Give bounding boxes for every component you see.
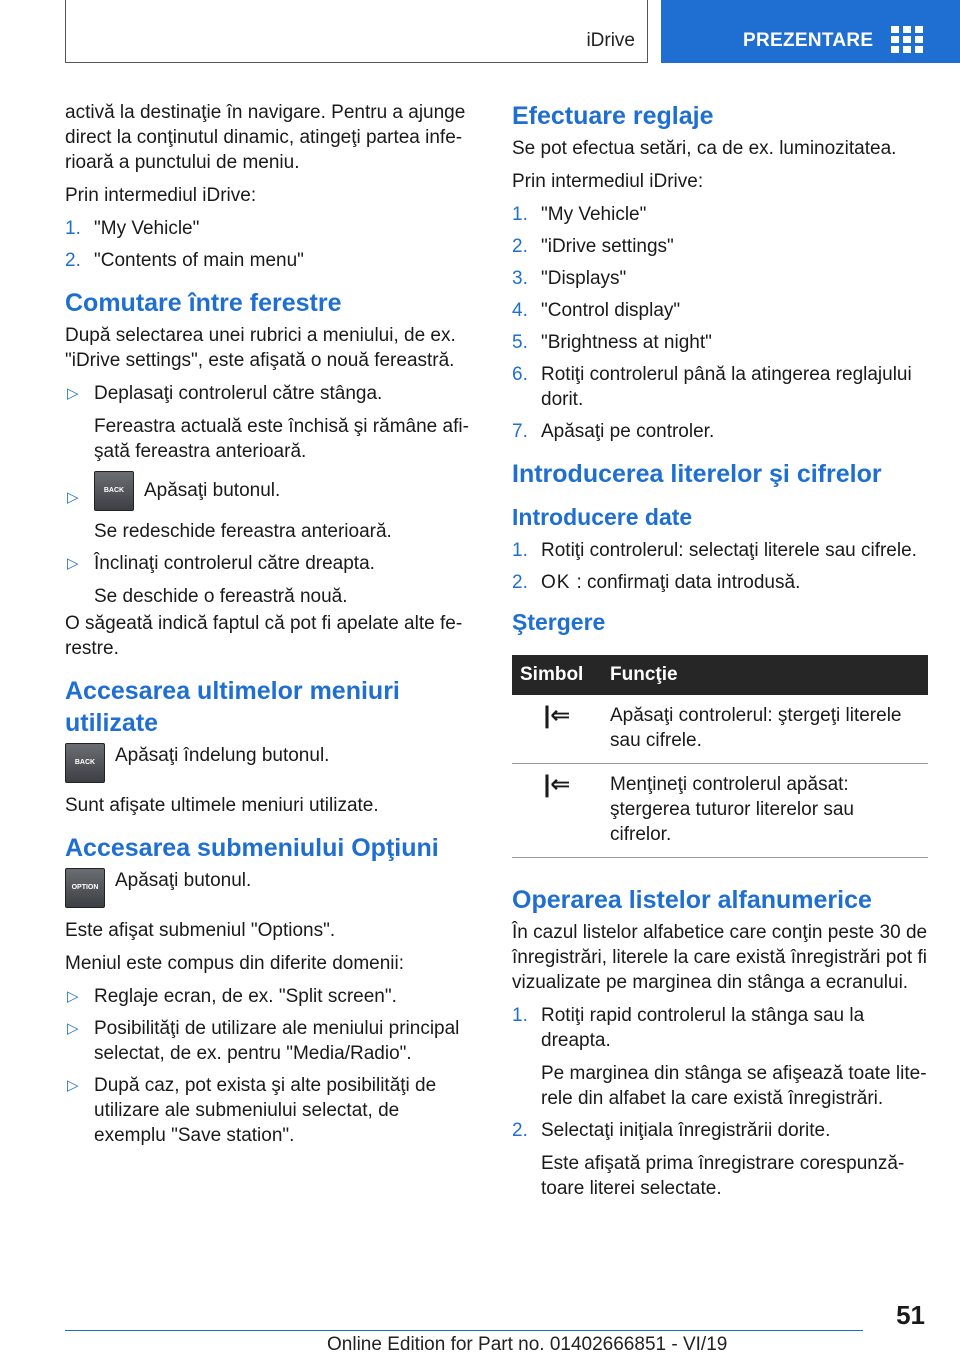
heading-data-entry: Introducere date bbox=[512, 504, 693, 530]
step-number: 7. bbox=[512, 421, 528, 442]
header-title: iDrive bbox=[586, 30, 635, 51]
table-row bbox=[512, 695, 928, 764]
step-text: "My Vehicle" bbox=[541, 204, 647, 225]
settings-steps bbox=[512, 202, 930, 444]
list-item bbox=[512, 1003, 930, 1111]
heading-alphanumeric-lists: Operarea listelor alfanumerice bbox=[512, 886, 872, 914]
via-idrive-text: Prin intermediul iDrive: bbox=[512, 171, 704, 192]
list-item bbox=[65, 1016, 475, 1066]
back-button-icon: BACK bbox=[65, 743, 105, 783]
switch-list bbox=[65, 381, 475, 609]
item-text: După caz, pot exista şi alte posibilităţi de utilizare ale submeniului selectat, de exemplu "Save station". bbox=[94, 1075, 437, 1146]
list-item bbox=[512, 362, 930, 412]
step-text: "My Vehicle" bbox=[94, 218, 200, 239]
item-sub: Fereastra actuală este închisă şi rămâne afişată fereastra anterioară. bbox=[94, 416, 469, 462]
step-text: "Control display" bbox=[541, 300, 681, 321]
via-idrive-text: Prin intermediul iDrive: bbox=[65, 185, 257, 206]
arrow-note: O săgeată indică faptul că pot fi apelate alte ferestre. bbox=[65, 613, 463, 659]
options-action: Apăsaţi butonul. bbox=[115, 870, 252, 891]
triangle-bullet-icon: ▷ bbox=[67, 489, 79, 506]
list-item bbox=[65, 551, 475, 609]
recent-action: Apăsaţi îndelung butonul. bbox=[115, 745, 330, 766]
heading-recent-menus: Accesarea ultimelor meniuri utilizate bbox=[65, 677, 400, 737]
step-number: 1. bbox=[512, 1005, 528, 1026]
list-item bbox=[512, 298, 930, 323]
step-text: Rotiţi rapid controlerul la stânga sau la dreapta. bbox=[541, 1005, 865, 1051]
list-item bbox=[65, 216, 475, 241]
step-number: 5. bbox=[512, 332, 528, 353]
step-number: 1. bbox=[65, 218, 81, 239]
step-number: 1. bbox=[512, 204, 528, 225]
triangle-bullet-icon: ▷ bbox=[67, 1077, 79, 1094]
list-item bbox=[512, 266, 930, 291]
step-text: "iDrive settings" bbox=[541, 236, 674, 257]
triangle-bullet-icon: ▷ bbox=[67, 385, 79, 402]
list-item bbox=[512, 202, 930, 227]
list-item bbox=[512, 330, 930, 355]
heading-input-letters: Introducerea literelor şi cifrelor bbox=[512, 460, 882, 488]
step-number: 4. bbox=[512, 300, 528, 321]
lists-steps bbox=[512, 1003, 930, 1201]
page-number: 51 bbox=[896, 1300, 925, 1330]
option-button-icon: OPTION bbox=[65, 868, 105, 908]
step-text: : confirmaţi data introdusă. bbox=[576, 572, 801, 593]
list-item bbox=[512, 234, 930, 259]
back-button-icon: BACK bbox=[94, 471, 134, 511]
heading-switch-windows: Comutare între ferestre bbox=[65, 289, 342, 317]
footer-edition: Online Edition for Part no. 01402666851 - VI/19 bbox=[327, 1334, 728, 1355]
list-item bbox=[65, 1073, 475, 1148]
step-text: "Contents of main menu" bbox=[94, 250, 304, 271]
ok-icon: OK bbox=[541, 572, 571, 593]
options-action-line bbox=[65, 868, 475, 908]
table-row bbox=[512, 764, 928, 858]
item-main: Deplasaţi controlerul către stânga. bbox=[94, 383, 383, 404]
backspace-icon: |⇐ bbox=[512, 695, 602, 764]
intro-text: activă la destinaţie în navigare. Pentru a ajunge direct la conţinutul dinamic, atingeţi partea inferioară a punctului de meniu. bbox=[65, 102, 466, 173]
item-text: Posibilităţi de utilizare ale meniului principal selectat, de ex. pentru "Media/Radio". bbox=[94, 1018, 460, 1064]
column-header: Simbol bbox=[512, 655, 602, 695]
backspace-icon: |⇐ bbox=[512, 764, 602, 858]
item-main: Apăsaţi butonul. bbox=[144, 480, 281, 502]
heading-settings: Efectuare reglaje bbox=[512, 102, 714, 130]
list-item bbox=[65, 381, 475, 464]
step-number: 2. bbox=[512, 1120, 528, 1141]
list-item bbox=[512, 570, 930, 595]
step-number: 2. bbox=[512, 236, 528, 257]
step-list bbox=[65, 216, 475, 273]
step-number: 2. bbox=[65, 250, 81, 271]
right-column bbox=[512, 100, 930, 1209]
section-tab-label: PREZENTARE bbox=[743, 30, 874, 51]
header-title-box bbox=[65, 0, 648, 63]
item-sub: Se deschide o fereastră nouă. bbox=[94, 586, 348, 607]
triangle-bullet-icon: ▷ bbox=[67, 988, 79, 1005]
grid-icon bbox=[891, 26, 923, 53]
options-result: Este afişat submeniul "Options". bbox=[65, 920, 336, 941]
options-domains: Meniul este compus din diferite domenii: bbox=[65, 953, 405, 974]
heading-delete: Ştergere bbox=[512, 609, 606, 635]
table-cell: Apăsaţi controlerul: ştergeţi literele sau cifrele. bbox=[602, 695, 928, 764]
delete-table bbox=[512, 655, 928, 858]
triangle-bullet-icon: ▷ bbox=[67, 555, 79, 572]
item-sub: Se redeschide fereastra anterioară. bbox=[94, 521, 392, 542]
step-text: Selectaţi iniţiala înregistrării dorite. bbox=[541, 1120, 831, 1141]
triangle-bullet-icon: ▷ bbox=[67, 1020, 79, 1037]
list-item bbox=[512, 1118, 930, 1201]
item-main: Înclinaţi controlerul către dreapta. bbox=[94, 553, 375, 574]
recent-action-line bbox=[65, 743, 475, 783]
list-item bbox=[512, 419, 930, 444]
list-item bbox=[512, 538, 930, 563]
step-number: 1. bbox=[512, 540, 528, 561]
options-list bbox=[65, 984, 475, 1148]
step-number: 2. bbox=[512, 572, 528, 593]
column-header: Funcţie bbox=[602, 655, 928, 695]
lists-text: În cazul listelor alfabetice care conţin peste 30 de înregistrări, literele la care există înregistrări pot fi vizualizate pe marginea din stânga a ecranului. bbox=[512, 922, 928, 993]
step-sub: Este afişată prima înregistrare corespunzătoare literei selectate. bbox=[541, 1153, 905, 1199]
step-text: "Brightness at night" bbox=[541, 332, 712, 353]
switch-text: După selectarea unei rubrici a meniului, de ex. "iDrive settings", este afişată o nouă fereastră. bbox=[65, 325, 456, 371]
list-item bbox=[65, 471, 475, 544]
list-item bbox=[65, 984, 475, 1009]
heading-options-submenu: Accesarea submeniului Opţiuni bbox=[65, 834, 439, 862]
step-text: Rotiţi controlerul până la atingerea reglajului dorit. bbox=[541, 364, 912, 410]
step-text: Rotiţi controlerul: selectaţi literele sau cifrele. bbox=[541, 540, 917, 561]
section-tab[interactable] bbox=[661, 0, 960, 63]
data-steps bbox=[512, 538, 930, 595]
settings-text: Se pot efectua setări, ca de ex. luminozitatea. bbox=[512, 138, 897, 159]
step-text: Apăsaţi pe controler. bbox=[541, 421, 715, 442]
step-text: "Displays" bbox=[541, 268, 627, 289]
step-number: 6. bbox=[512, 364, 528, 385]
item-text: Reglaje ecran, de ex. "Split screen". bbox=[94, 986, 397, 1007]
recent-result: Sunt afişate ultimele meniuri utilizate. bbox=[65, 795, 379, 816]
table-header-row bbox=[512, 655, 928, 695]
table-cell: Menţineţi controlerul apăsat: ştergerea tuturor literelor sau cifrelor. bbox=[602, 764, 928, 858]
step-number: 3. bbox=[512, 268, 528, 289]
footer-rule bbox=[65, 1330, 863, 1331]
list-item bbox=[65, 248, 475, 273]
step-sub: Pe marginea din stânga se afişează toate literele din alfabet la care există înregistrări. bbox=[541, 1063, 927, 1109]
left-column bbox=[65, 100, 475, 1156]
